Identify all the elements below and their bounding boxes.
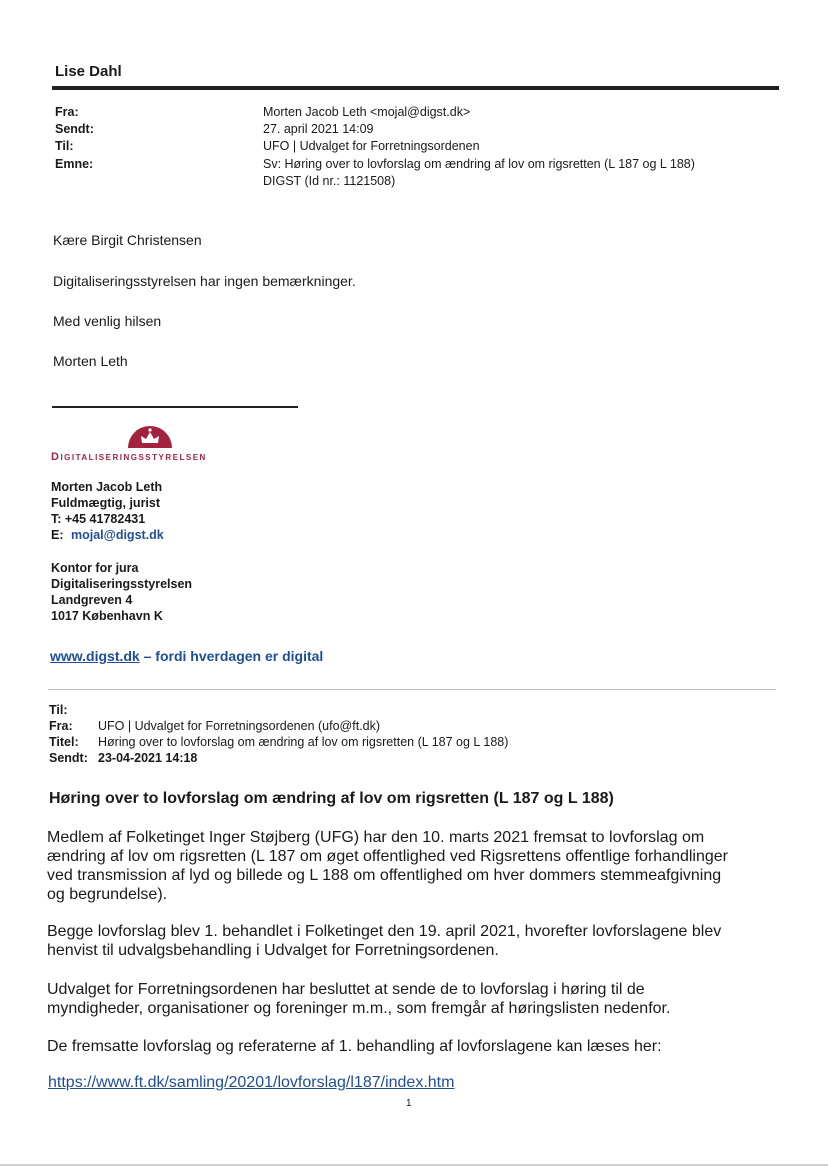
sender-name: Lise Dahl (55, 63, 122, 80)
sender-signoff: Morten Leth (53, 353, 128, 369)
fw-from-label: Fra: (49, 719, 73, 733)
sent-label: Sendt: (55, 122, 94, 136)
paragraph-1-line-2: ændring af lov om rigsretten (L 187 om øget offentlighed ved Rigsrettens offentlige forhandlinger (47, 848, 728, 865)
fw-to-label: Til: (49, 703, 68, 717)
signature-city: 1017 København K (51, 609, 163, 623)
fw-sent-label: Sendt: (49, 751, 88, 765)
signature-divider (52, 406, 298, 408)
paragraph-2-line-1: Begge lovforslag blev 1. behandlet i Folketinget den 19. april 2021, hvorefter lovforslagene blev (47, 923, 722, 940)
signature-email-row (51, 528, 164, 542)
paragraph-3-line-1: Udvalget for Forretningsordenen har besluttet at sende de to lovforslag i høring til de (47, 981, 645, 998)
subject-line-2: DIGST (Id nr.: 1121508) (263, 174, 396, 188)
page-number: 1 (406, 1098, 412, 1109)
paragraph-1-line-4: og begrundelse). (47, 886, 168, 903)
paragraph-3-line-2: myndigheder, organisationer og foreninger m.m., som fremgår af høringslisten nedenfor. (47, 1000, 671, 1017)
forwarded-heading: Høring over to lovforslag om ændring af lov om rigsretten (L 187 og L 188) (49, 790, 614, 807)
web-footer (50, 648, 323, 664)
closing: Med venlig hilsen (53, 313, 162, 329)
signature-phone: T: +45 41782431 (51, 512, 146, 526)
web-tagline: – fordi hverdagen er digital (139, 648, 324, 664)
page-bottom-edge (0, 1164, 828, 1166)
fw-sent-value: 23-04-2021 14:18 (98, 751, 198, 765)
signature-street: Landgreven 4 (51, 593, 133, 607)
message-line: Digitaliseringsstyrelsen har ingen bemærkninger. (53, 273, 356, 289)
paragraph-1-line-1: Medlem af Folketinget Inger Støjberg (UFG) har den 10. marts 2021 fremsat to lovforslag om (47, 829, 705, 846)
from-value: Morten Jacob Leth <mojal@digst.dk> (263, 105, 471, 119)
paragraph-1-line-3: ved transmission af lyd og billede og L 188 om offentlighed om hver dommers stemmeafgivning (47, 867, 722, 884)
to-value: UFO | Udvalget for Forretningsordenen (263, 139, 480, 153)
signature-title: Fuldmægtig, jurist (51, 496, 161, 510)
fw-from-value: UFO | Udvalget for Forretningsordenen (ufo@ft.dk) (98, 719, 381, 733)
fw-title-label: Titel: (49, 735, 79, 749)
signature-email-link[interactable]: mojal@digst.dk (70, 528, 164, 542)
subject-line-1: Sv: Høring over to lovforslag om ændring af lov om rigsretten (L 187 og L 188) (263, 157, 695, 171)
org-logo-text: Digitaliseringsstyrelsen (51, 451, 207, 463)
sent-value: 27. april 2021 14:09 (263, 122, 374, 136)
signature-email-label: E: (51, 528, 64, 542)
signature-name: Morten Jacob Leth (51, 480, 163, 494)
paragraph-2-line-2: henvist til udvalgsbehandling i Udvalget for Forretningsordenen. (47, 942, 499, 959)
lovforslag-link[interactable]: https://www.ft.dk/samling/20201/lovforslag/l187/index.htm (48, 1074, 455, 1091)
from-label: Fra: (55, 105, 79, 119)
signature-office: Kontor for jura (51, 561, 139, 575)
fw-title-value: Høring over to lovforslag om ændring af lov om rigsretten (L 187 og L 188) (98, 735, 509, 749)
greeting: Kære Birgit Christensen (53, 232, 202, 248)
forward-divider (48, 689, 776, 690)
header-divider (52, 86, 779, 90)
subject-label: Emne: (55, 157, 94, 171)
signature-agency: Digitaliseringsstyrelsen (51, 577, 193, 591)
paragraph-4: De fremsatte lovforslag og referaterne af 1. behandling af lovforslagene kan læses her: (47, 1038, 662, 1055)
crown-logo-icon (126, 424, 174, 448)
web-link[interactable]: www.digst.dk (50, 648, 140, 664)
to-label: Til: (55, 139, 74, 153)
